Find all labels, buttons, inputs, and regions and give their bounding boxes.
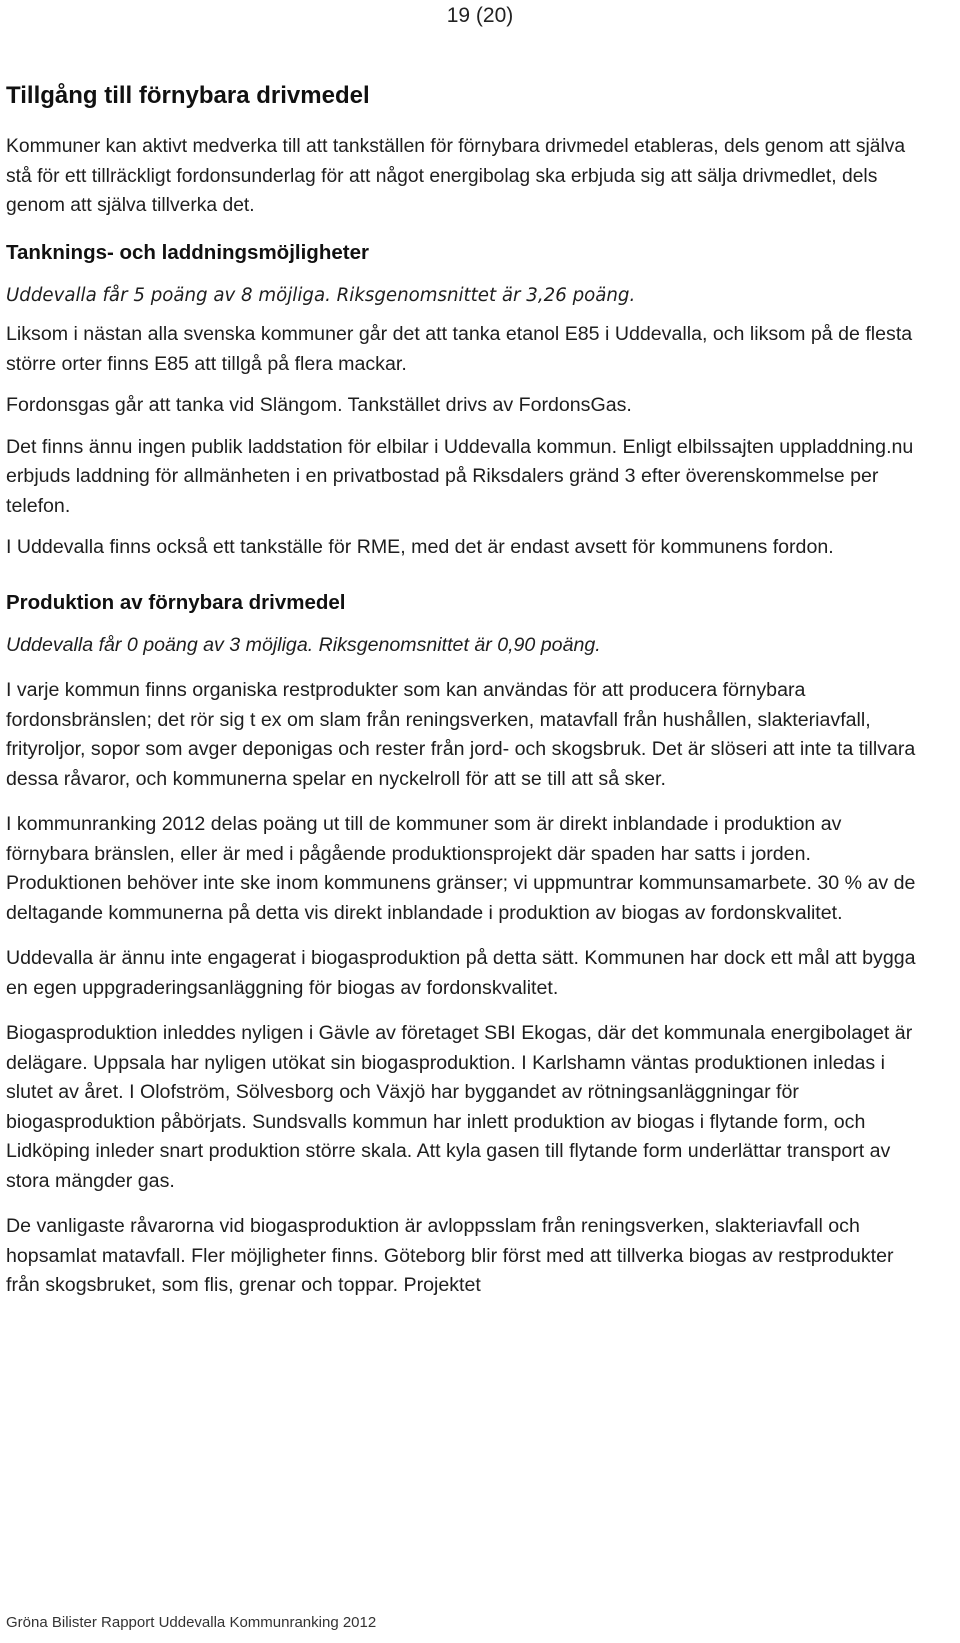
paragraph: I kommunranking 2012 delas poäng ut till de kommuner som är direkt inblandade i produktion av förnybara bränslen, eller är med i pågående produktionsprojekt där spaden har satts i jorden. Produktionen behöver inte ske inom kommunens gränser; vi uppmuntrar kommunsamarbete. 30 % av de deltagande kommunerna på detta vis direkt inblandade i produktion av biogas av fordonskvalitet. [6,813,916,924]
paragraph: Det finns ännu ingen publik laddstation för elbilar i Uddevalla kommun. Enligt elbilssajten uppladdning.nu erbjuds laddning för allmänheten i en privatbostad på Riksdalers gränd 3 efter överenskommelse per telefon. [6,435,914,517]
subheading-produktion: Produktion av förnybara drivmedel [6,590,346,614]
paragraph: De vanligaste råvarorna vid biogasproduktion är avloppsslam från reningsverken, slakteriavfall och hopsamlat matavfall. Fler möjligheter finns. Göteborg blir först med att tillverka biogas av restprodukter från skogsbruket, som flis, grenar och toppar. Projektet [6,1215,894,1296]
paragraph: I Uddevalla finns också ett tankställe för RME, med det är endast avsett för kommunens fordon. [6,536,834,558]
paragraph: Fordonsgas går att tanka vid Slängom. Tankstället drivs av FordonsGas. [6,394,632,416]
page-number: 19 (20) [446,4,514,27]
footer-text: Gröna Bilister Rapport Uddevalla Kommunranking 2012 [6,1614,377,1631]
intro-paragraph: Kommuner kan aktivt medverka till att tankställen för förnybara drivmedel etableras, dels genom att själva stå för ett tillräckligt fordonsunderlag för att något energibolag ska erbjuda sig att sälja drivmedlet, dels genom att själva tillverka det. [6,136,906,216]
subheading-tankning: Tanknings- och laddningsmöjligheter [6,240,369,264]
paragraph: Biogasproduktion inleddes nyligen i Gävle av företaget SBI Ekogas, där det kommunala energibolaget är delägare. Uppsala har nyligen utökat sin biogasproduktion. I Karlshamn väntas produktionen inledas i slutet av året. I Olofström, Sölvesborg och Växjö har byggandet av rötningsanläggningar för biogasproduktion påbörjats. Sundsvalls kommun har inlett produktion av biogas i flytande form, och Lidköping inleder snart produktion större skala. Att kyla gasen till flytande form underlättar transport av stora mängder gas. [6,1022,913,1192]
score-produktion: Uddevalla får 0 poäng av 3 möjliga. Riksgenomsnittet är 0,90 poäng. [6,633,601,656]
paragraph: I varje kommun finns organiska restprodukter som kan användas för att producera förnybara fordonsbränslen; det rör sig t ex om slam från reningsverken, matavfall från hushållen, slakteriavfall, frityroljor, sopor som avger deponigas och rester från jord- och skogsbruk. Det är slöseri att inte ta tillvara dessa råvaror, och kommunerna spelar en nyckelroll för att se till att så sker. [6,679,916,790]
paragraph: Liksom i nästan alla svenska kommuner går det att tanka etanol E85 i Uddevalla, och liksom på de flesta större orter finns E85 att tillgå på flera mackar. [6,323,913,375]
score-tankning: Uddevalla får 5 poäng av 8 möjliga. Riksgenomsnittet är 3,26 poäng. [6,284,636,306]
section-title: Tillgång till förnybara drivmedel [6,82,370,109]
document-body [6,82,926,1313]
paragraph: Uddevalla är ännu inte engagerat i biogasproduktion på detta sätt. Kommunen har dock ett mål att bygga en egen uppgraderingsanläggning för biogas av fordonskvalitet. [6,947,916,999]
